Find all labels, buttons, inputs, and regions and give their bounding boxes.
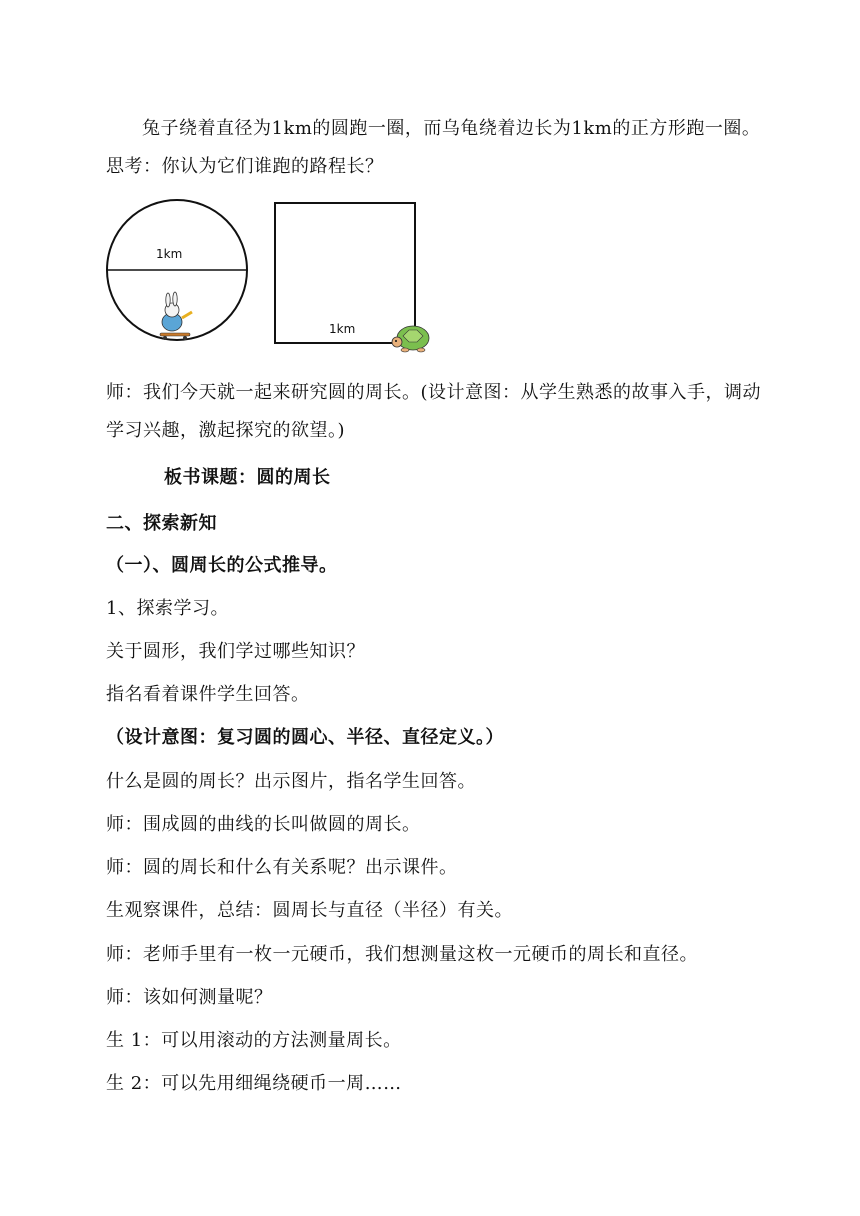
line-question-circle-knowledge: 关于圆形，我们学过哪些知识？: [106, 641, 365, 662]
line-design-intent: （设计意图：复习圆的圆心、半径、直径定义。）: [106, 727, 504, 748]
rabbit-turtle-figure: [100, 196, 450, 356]
line-how-to-measure: 师：该如何测量呢？: [106, 987, 273, 1008]
intro-paragraph: 兔子绕着直径为1km的圆跑一圈，而乌龟绕着边长为1km的正方形跑一圈。思考：你认为它们谁跑的路程长？: [106, 118, 761, 177]
circle-diameter-label: 1km: [156, 247, 183, 261]
turtle-icon: [392, 326, 429, 352]
section-title: 二、探索新知: [106, 513, 217, 534]
line-students-answer: 指名看着课件学生回答。: [106, 684, 310, 705]
teacher-intro-paragraph: 师：我们今天就一起来研究圆的周长。(设计意图：从学生熟悉的故事入手，调动学习兴趣，激起探究的欲望。): [106, 382, 762, 441]
line-student-summary: 生观察课件，总结：圆周长与直径（半径）有关。: [106, 900, 513, 921]
line-student-2: 生 2：可以先用细绳绕硬币一周……: [106, 1073, 402, 1094]
line-explore: 1、探索学习。: [106, 598, 229, 619]
board-title: 板书课题：圆的周长: [164, 467, 331, 488]
line-student-1: 生 1：可以用滚动的方法测量周长。: [106, 1030, 402, 1051]
line-what-is-circumference: 什么是圆的周长？出示图片，指名学生回答。: [106, 771, 476, 792]
rabbit-skater-icon: [160, 292, 192, 340]
square-side-label: 1km: [329, 322, 356, 336]
line-definition: 师：围成圆的曲线的长叫做圆的周长。: [106, 814, 421, 835]
line-coin-measure: 师：老师手里有一枚一元硬币，我们想测量这枚一元硬币的周长和直径。: [106, 944, 698, 965]
subsection-title: （一）、圆周长的公式推导。: [106, 555, 338, 576]
line-relation-question: 师：圆的周长和什么有关系呢？出示课件。: [106, 857, 458, 878]
figure-svg: [100, 196, 450, 356]
